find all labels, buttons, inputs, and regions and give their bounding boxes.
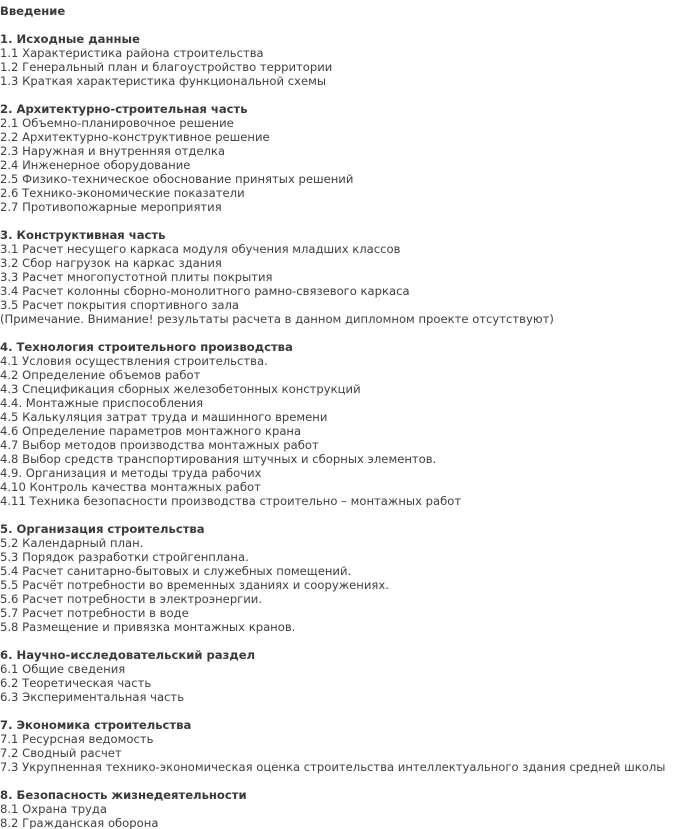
section-item: 5.8 Размещение и привязка монтажных кранов. [0,620,296,634]
section-item: 5.3 Порядок разработки стройгенплана. [0,550,249,564]
section-spacer [0,704,700,718]
section-spacer [0,214,700,228]
section-item: 5.5 Расчёт потребности во временных зданиях и сооружениях. [0,578,389,592]
sections-list [0,18,700,829]
section-item: 2.6 Технико-экономические показатели [0,186,245,200]
section-item: 4.4. Монтажные приспособления [0,396,204,410]
section-item: 3.2 Сбор нагрузок на каркас здания [0,256,222,270]
section-heading: 7. Экономика строительства [0,718,192,732]
section-heading: 1. Исходные данные [0,32,140,46]
section-spacer [0,774,700,788]
intro-heading: Введение [0,4,66,18]
section-item: 4.8 Выбор средств транспортирования штучных и сборных элементов. [0,452,437,466]
section-item: 4.9. Организация и методы труда рабочих [0,466,262,480]
section-heading: 6. Научно-исследовательский раздел [0,648,256,662]
section-item: 7.3 Укрупненная технико-экономическая оценка строительства интеллектуального здания средней школы [0,760,666,774]
section-item: 3.3 Расчет многопустотной плиты покрытия [0,270,273,284]
section-heading: 3. Конструктивная часть [0,228,166,242]
section-item: 5.6 Расчет потребности в электроэнергии. [0,592,263,606]
section-item: 2.1 Объемно-планировочное решение [0,116,234,130]
section-heading: 5. Организация строительства [0,522,205,536]
section-item: 8.2 Гражданская оборона [0,816,159,829]
table-of-contents [0,4,700,829]
section-item: 5.7 Расчет потребности в воде [0,606,189,620]
section-item: 4.1 Условия осуществления строительства. [0,354,268,368]
section-item: 4.3 Спецификация сборных железобетонных конструкций [0,382,361,396]
section-item: 4.7 Выбор методов производства монтажных работ [0,438,319,452]
section-item: 1.2 Генеральный план и благоустройство территории [0,60,333,74]
section-item: 3.1 Расчет несущего каркаса модуля обучения младших классов [0,242,401,256]
section-item: 2.4 Инженерное оборудование [0,158,191,172]
section-item: 5.4 Расчет санитарно-бытовых и служебных помещений. [0,564,352,578]
section-item: 1.1 Характеристика района строительства [0,46,264,60]
section-item: 4.10 Контроль качества монтажных работ [0,480,261,494]
section-item: 4.2 Определение объемов работ [0,368,201,382]
section-spacer [0,18,700,32]
section-item: 4.6 Определение параметров монтажного крана [0,424,302,438]
section-item: 2.2 Архитектурно-конструктивное решение [0,130,270,144]
section-item: 7.2 Сводный расчет [0,746,122,760]
section-heading: 8. Безопасность жизнедеятельности [0,788,247,802]
section-item: 1.3 Краткая характеристика функциональной схемы [0,74,326,88]
section-item: 2.5 Физико-техническое обоснование принятых решений [0,172,354,186]
section-item: 5.2 Календарный план. [0,536,144,550]
section-item: 8.1 Охрана труда [0,802,108,816]
section-item: 7.1 Ресурсная ведомость [0,732,154,746]
section-item: 6.3 Экспериментальная часть [0,690,185,704]
section-item: 3.4 Расчет колонны сборно-монолитного рамно-связевого каркаса [0,284,410,298]
section-heading: 4. Технология строительного производства [0,340,293,354]
section-item: 6.1 Общие сведения [0,662,126,676]
section-spacer [0,88,700,102]
section-spacer [0,634,700,648]
section-item: 4.5 Калькуляция затрат труда и машинного времени [0,410,328,424]
section-item: 6.2 Теоретическая часть [0,676,152,690]
section-item: 2.7 Противопожарные мероприятия [0,200,222,214]
section-spacer [0,326,700,340]
section-item: (Примечание. Внимание! результаты расчета в данном дипломном проекте отсутствуют) [0,312,554,326]
section-item: 4.11 Техника безопасности производства строительно – монтажных работ [0,494,462,508]
section-spacer [0,508,700,522]
section-heading: 2. Архитектурно-строительная часть [0,102,248,116]
section-item: 3.5 Расчет покрытия спортивного зала [0,298,240,312]
section-item: 2.3 Наружная и внутренняя отделка [0,144,226,158]
